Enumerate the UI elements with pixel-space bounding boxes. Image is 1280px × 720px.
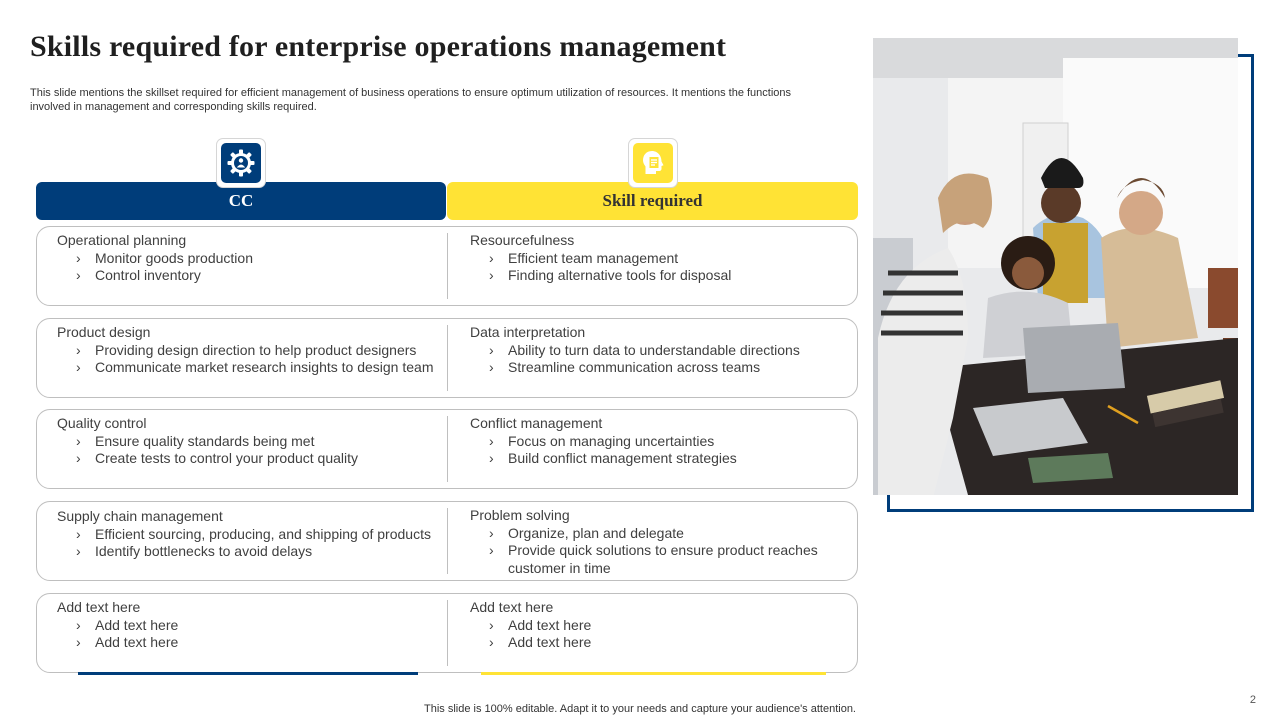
gear-people-icon xyxy=(226,148,256,178)
list-item: › Communicate market research insights to design team xyxy=(57,359,437,377)
list-item: › Ensure quality standards being met xyxy=(57,433,437,451)
function-cell xyxy=(57,324,437,377)
function-cell xyxy=(57,508,437,561)
list-item: › Focus on managing uncertainties xyxy=(470,433,850,451)
column-divider xyxy=(447,508,448,574)
skill-title: Add text here xyxy=(470,599,554,615)
list-item: › Control inventory xyxy=(57,267,437,285)
slide-subtitle: This slide mentions the skillset required for efficient management of business operations to ensure optimum utilization of resources. It mentions the functions involved in management and corresponding skills required. xyxy=(30,87,792,113)
function-title: Quality control xyxy=(57,415,147,431)
cc-icon-box xyxy=(217,139,265,187)
list-item: › Efficient sourcing, producing, and shipping of products xyxy=(57,526,437,544)
table-row xyxy=(36,501,858,581)
list-item: › Add text here xyxy=(470,617,850,635)
slide-footer: This slide is 100% editable. Adapt it to your needs and capture your audience's attention. xyxy=(424,703,856,715)
column-divider xyxy=(447,600,448,666)
column-header-cc: CC xyxy=(36,182,446,220)
yellow-accent-bar xyxy=(481,672,826,675)
skill-cell xyxy=(470,324,850,377)
table-row xyxy=(36,318,858,398)
list-item: › Add text here xyxy=(57,617,437,635)
team-photo xyxy=(873,38,1238,495)
list-item: › Provide quick solutions to ensure product reaches customer in time xyxy=(470,542,850,577)
list-item: › Efficient team management xyxy=(470,250,850,268)
skill-icon-box xyxy=(629,139,677,187)
skill-cell xyxy=(470,232,850,285)
table-row xyxy=(36,409,858,489)
function-title: Operational planning xyxy=(57,232,187,248)
skill-cell xyxy=(470,415,850,468)
list-item: › Ability to turn data to understandable directions xyxy=(470,342,850,360)
column-header-skill-required: Skill required xyxy=(447,182,858,220)
function-cell xyxy=(57,232,437,285)
page-number: 2 xyxy=(1249,694,1256,706)
navy-accent-bar xyxy=(78,672,418,675)
column-divider xyxy=(447,325,448,391)
list-item: › Create tests to control your product quality xyxy=(57,450,437,468)
skill-title: Conflict management xyxy=(470,415,603,431)
column-divider xyxy=(447,416,448,482)
list-item: › Streamline communication across teams xyxy=(470,359,850,377)
skill-title: Data interpretation xyxy=(470,324,586,340)
skill-cell xyxy=(470,599,850,652)
list-item: › Finding alternative tools for disposal xyxy=(470,267,850,285)
list-item: › Providing design direction to help product designers xyxy=(57,342,437,360)
function-title: Supply chain management xyxy=(57,508,223,524)
list-item: › Build conflict management strategies xyxy=(470,450,850,468)
list-item: › Add text here xyxy=(57,634,437,652)
table-row xyxy=(36,593,858,673)
list-item: › Add text here xyxy=(470,634,850,652)
list-item: › Monitor goods production xyxy=(57,250,437,268)
table-row xyxy=(36,226,858,306)
skill-title: Resourcefulness xyxy=(470,232,575,248)
list-item: › Identify bottlenecks to avoid delays xyxy=(57,543,437,561)
list-item: › Organize, plan and delegate xyxy=(470,525,850,543)
function-title: Add text here xyxy=(57,599,141,615)
function-cell xyxy=(57,599,437,652)
head-document-icon xyxy=(638,148,668,178)
function-cell xyxy=(57,415,437,468)
function-title: Product design xyxy=(57,324,151,340)
skill-cell xyxy=(470,507,850,577)
column-divider xyxy=(447,233,448,299)
slide-title: Skills required for enterprise operations management xyxy=(30,30,727,63)
skill-title: Problem solving xyxy=(470,507,570,523)
